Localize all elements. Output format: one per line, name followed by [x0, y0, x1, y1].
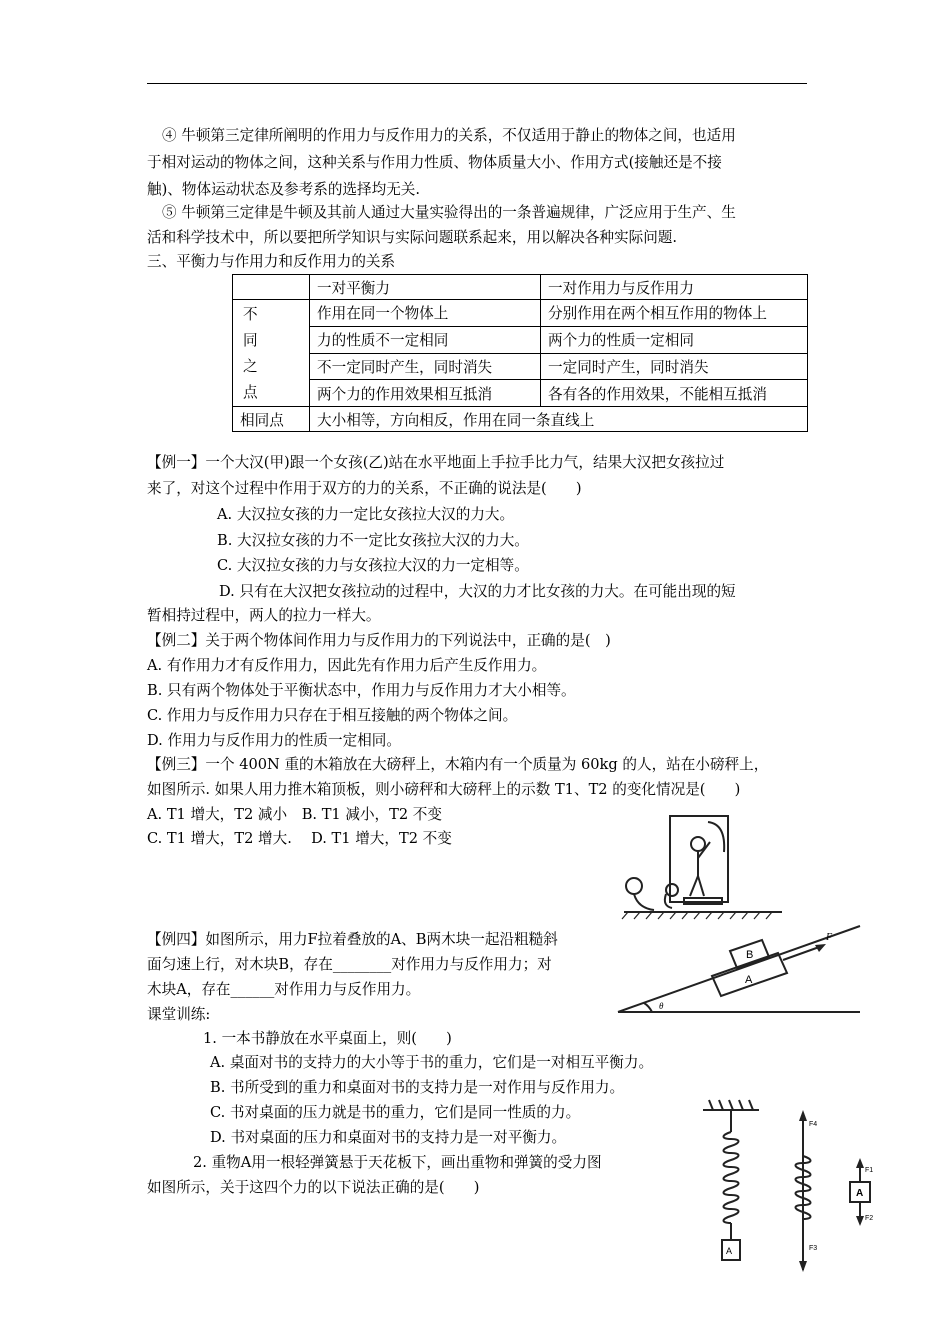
p5-line-1: ⑤ 牛顿第三定律是牛顿及其前人通过大量实验得出的一条普遍规律，广泛应用于生产、生: [162, 204, 736, 221]
incline-figure: [612, 916, 862, 1016]
ex1-stem-1: 【例一】一个大汉(甲)跟一个女孩(乙)站在水平地面上手拉手比力气，结果大汉把女孩拉过: [147, 454, 725, 471]
table-cell: 作用在同一个物体上: [310, 300, 541, 327]
table-cell: 不一定同时产生，同时消失: [310, 353, 541, 380]
ex4-line-3: 木块A，存在______对作用力与反作用力。: [147, 981, 421, 998]
box-scale-figure: [612, 812, 792, 932]
block-a-label: A: [856, 1188, 864, 1199]
practice-q2-line-2: 如图所示，关于这四个力的以下说法正确的是( ): [147, 1179, 480, 1196]
force-f2-label: F2: [865, 1215, 874, 1222]
practice-q1-c: C. 书对桌面的压力就是书的重力，它们是同一性质的力。: [210, 1104, 581, 1121]
block-b-label: B: [746, 949, 754, 961]
table-cell: 两个力的作用效果相互抵消: [310, 380, 541, 407]
same-label-cell: 相同点: [233, 407, 310, 432]
diff-label-char: 同: [243, 332, 258, 349]
diff-label-char: 不: [243, 306, 258, 323]
comparison-table: [232, 274, 808, 432]
force-f1-label: F1: [865, 1167, 874, 1174]
practice-q1-b: B. 书所受到的重力和桌面对书的支持力是一对作用与反作用力。: [210, 1079, 625, 1096]
ex1-option-d-1: D. 只有在大汉把女孩拉动的过程中，大汉的力才比女孩的力大。在可能出现的短: [219, 583, 736, 600]
diff-label-char: 点: [243, 384, 258, 401]
p4-line-3: 触)、物体运动状态及参考系的选择均无关.: [147, 181, 421, 198]
force-f-label: F: [826, 932, 833, 943]
section-title: 三、平衡力与作用力和反作用力的关系: [147, 253, 396, 270]
spring-figure: [695, 1094, 890, 1274]
practice-q1: 1. 一本书静放在水平桌面上，则( ): [203, 1030, 452, 1047]
ex1-option-c: C. 大汉拉女孩的力与女孩拉大汉的力一定相等。: [217, 557, 529, 574]
theta-label: θ: [659, 1001, 664, 1011]
table-cell: 分别作用在两个相互作用的物体上: [541, 300, 808, 327]
ex1-option-a: A. 大汉拉女孩的力一定比女孩拉大汉的力大。: [217, 506, 515, 523]
table-row: [233, 300, 808, 327]
table-corner-cell: [233, 275, 310, 300]
force-f3-label: F3: [809, 1245, 818, 1252]
ex2-option-a: A. 有作用力才有反作用力，因此先有作用力后产生反作用力。: [147, 657, 547, 674]
ex1-option-b: B. 大汉拉女孩的力不一定比女孩拉大汉的力大。: [217, 532, 529, 549]
ex2-option-d: D. 作用力与反作用力的性质一定相同。: [147, 732, 401, 749]
ex2-stem: 【例二】关于两个物体间作用力与反作用力的下列说法中，正确的是( ): [147, 632, 611, 649]
header-rule: [147, 83, 807, 84]
same-value-cell: 大小相等，方向相反，作用在同一条直线上: [310, 407, 808, 432]
ex2-option-b: B. 只有两个物体处于平衡状态中，作用力与反作用力才大小相等。: [147, 682, 576, 699]
force-f4-label: F4: [809, 1121, 818, 1128]
practice-q1-d: D. 书对桌面的压力和桌面对书的支持力是一对平衡力。: [210, 1129, 567, 1146]
table-header-row: [233, 275, 808, 300]
table-row: [233, 326, 808, 353]
practice-q1-a: A. 桌面对书的支持力的大小等于书的重力，它们是一对相互平衡力。: [210, 1054, 654, 1071]
table-cell: 力的性质不一定相同: [310, 326, 541, 353]
table-cell: 各有各的作用效果，不能相互抵消: [541, 380, 808, 407]
table-header-balance: 一对平衡力: [310, 275, 541, 300]
block-a-label: A: [745, 974, 753, 986]
table-row: [233, 353, 808, 380]
weight-a-label: A: [726, 1246, 733, 1256]
table-row-same: [233, 407, 808, 432]
ex3-stem-1: 【例三】一个 400N 重的木箱放在大磅秤上，木箱内有一个质量为 60kg 的人，站在小磅秤上，: [147, 756, 769, 773]
practice-title: 课堂训练:: [147, 1006, 211, 1023]
table-cell: 两个力的性质一定相同: [541, 326, 808, 353]
ex4-line-2: 面匀速上行，对木块B，存在________对作用力与反作用力；对: [147, 956, 552, 973]
diff-label-char: 之: [243, 358, 258, 375]
practice-q2-line-1: 2. 重物A用一根轻弹簧悬于天花板下，画出重物和弹簧的受力图: [193, 1154, 602, 1171]
table-header-action: 一对作用力与反作用力: [541, 275, 808, 300]
ex3-options-ab: A. T1 增大，T2 减小 B. T1 减小，T2 不变: [147, 806, 442, 823]
p4-line-2: 于相对运动的物体之间，这种关系与作用力性质、物体质量大小、作用方式(接触还是不接: [147, 154, 722, 171]
table-cell: 一定同时产生，同时消失: [541, 353, 808, 380]
ex3-stem-2: 如图所示. 如果人用力推木箱顶板，则小磅秤和大磅秤上的示数 T1、T2 的变化情况是( ): [147, 781, 741, 798]
ex4-line-1: 【例四】如图所示，用力F拉着叠放的A、B两木块一起沿粗糙斜: [147, 931, 558, 948]
ex3-options-cd: C. T1 增大，T2 增大. D. T1 增大，T2 不变: [147, 830, 452, 847]
p4-line-1: ④ 牛顿第三定律所阐明的作用力与反作用力的关系，不仅适用于静止的物体之间，也适用: [162, 127, 736, 144]
diff-label-cell: [233, 300, 310, 407]
ex1-stem-2: 来了，对这个过程中作用于双方的力的关系，不正确的说法是( ): [147, 480, 582, 497]
ex2-option-c: C. 作用力与反作用力只存在于相互接触的两个物体之间。: [147, 707, 518, 724]
table-row: [233, 380, 808, 407]
ex1-option-d-2: 暂相持过程中，两人的拉力一样大。: [147, 607, 381, 624]
p5-line-2: 活和科学技术中，所以要把所学知识与实际问题联系起来，用以解决各种实际问题.: [147, 229, 678, 246]
